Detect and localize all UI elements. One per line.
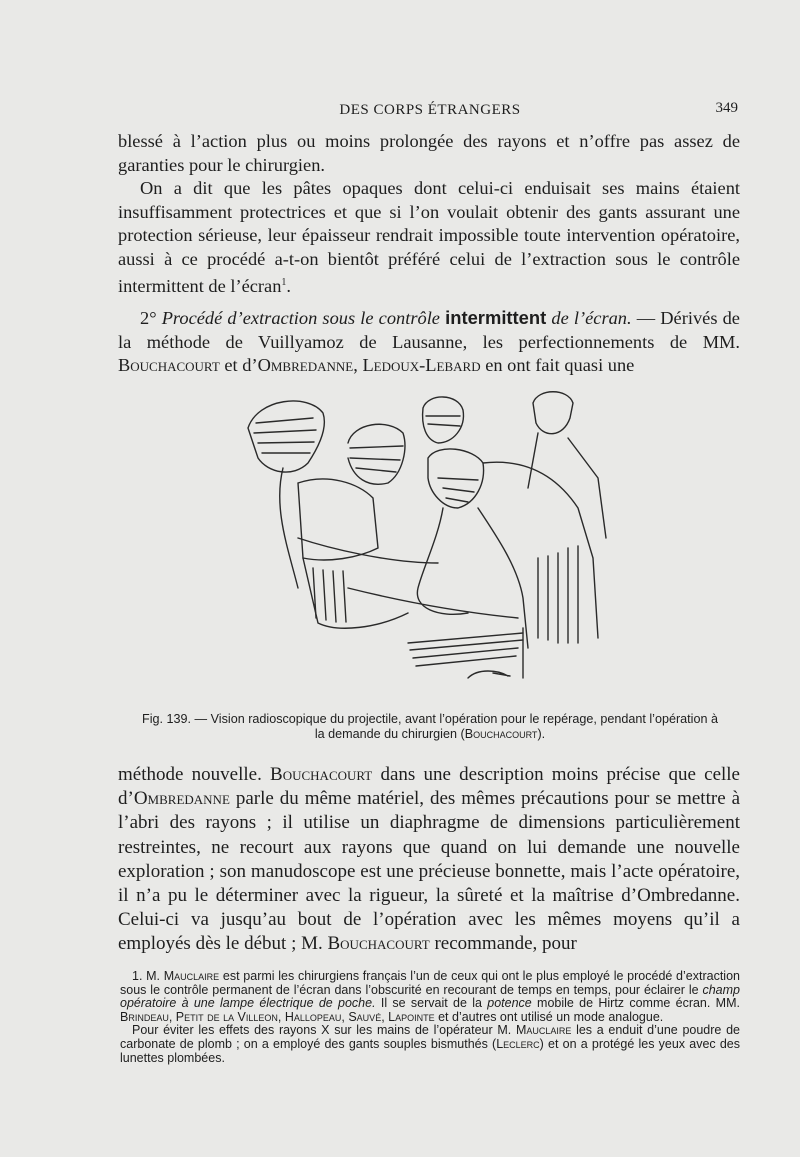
author-name: Bouchacourt: [327, 933, 430, 955]
author-name: Bouchacourt: [118, 355, 220, 375]
footnote-ref: 1: [281, 277, 287, 288]
section-number: 2°: [140, 308, 157, 328]
footnotes: [120, 970, 740, 1065]
figure-label: Fig. 139.: [142, 712, 192, 726]
body-text-top: [118, 130, 740, 299]
paragraph-continuation: blessé à l’action plus ou moins prolongée des rayons et n’offre pas assez de garanties pour le chirurgien.: [118, 131, 740, 175]
author-name: Bouchacourt: [464, 727, 538, 741]
footnote-1: 1. M. Mauclaire est parmi les chirurgiens français l’un de ceux qui ont le plus employé le procédé d’extraction sous le contrôle permanent de l’écran dans l’obscurité en recourant de temps en temps, pour éclairer le champ opératoire à une lampe électrique de poche. Il se servait de la potence mobile de Hirtz comme écran. MM. Brindeau, Petit de la Villeon, Hallopeau, Sauvé, Lapointe et d’autres ont utilisé un mode analogue.: [120, 969, 740, 1024]
page-number: 349: [715, 100, 738, 116]
footnote-2: Pour éviter les effets des rayons X sur les mains de l’opérateur M. Mauclaire les a enduit d’une poudre de carbonate de plomb ; on a employé des gants souples bismuthés (Leclerc) et on a protégé les yeux avec des lunettes plombées.: [120, 1023, 740, 1065]
paragraph: On a dit que les pâtes opaques dont celui-ci enduisait ses mains étaient insuffisamment protectrices et que si l’on voulait obtenir des gants assurant une protection sérieuse, leur épaisseur rendrait impossible toute intervention opératoire, aussi à ce procédé a-t-on bientôt préféré celui de l’extraction sous le contrôle intermittent de l’écran$^1$.: [118, 178, 740, 297]
page-header: [120, 98, 740, 122]
author-name: Ledoux-Lebard: [362, 355, 481, 375]
surgery-illustration: [238, 388, 618, 688]
author-name: Ombredanne: [133, 788, 230, 810]
section-title-part: de l’écran.: [551, 308, 632, 328]
running-title: DES CORPS ÉTRANGERS: [339, 102, 521, 118]
section-title-part: Procédé d’extraction sous le contrôle: [161, 308, 440, 328]
author-name: Bouchacourt: [270, 764, 373, 785]
author-name: Ombredanne: [257, 355, 354, 375]
section-title-bold: intermittent: [445, 307, 547, 328]
section-heading-paragraph: 2° Procédé d’extraction sous le contrôle intermittent de l’écran. — Dérivés de la méthode de Vuillyamoz de Lausanne, les perfectionnements de MM. Bouchacourt et d’Ombredanne, Ledoux-Lebard en ont fait quasi une: [118, 307, 740, 375]
figure-caption: Fig. 139. — Vision radioscopique du projectile, avant l’opération pour le repérage, pendant l’opération à la demande du chirurgien (Bouchacourt).: [142, 712, 718, 741]
body-text-bottom: méthode nouvelle. Bouchacourt dans une description moins précise que celle d’Ombredanne parle du même matériel, des mêmes précautions pour se mettre à l’abri des rayons ; il utilise un diaphragme de dimensions particulièrement restreintes, ne recourt aux rayons que quand on lui demande une nouvelle exploration ; son manudoscope est une précieuse bonnette, mais l’acte opératoire, il n’a pu le déterminer avec la rigueur, la sûreté et la maîtrise d’Ombredanne. Celui-ci va jusqu’au bout de l’opération avec les mêmes moyens qu’il a employés dès le début ; M. Bouchacourt recommande, pour: [118, 764, 741, 955]
